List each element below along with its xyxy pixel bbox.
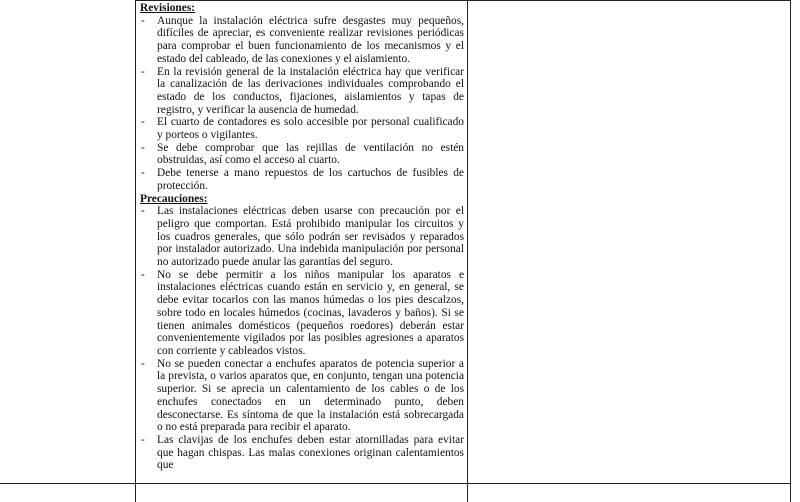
section-precauciones xyxy=(140,193,464,472)
bullet-list xyxy=(140,205,464,472)
right-column xyxy=(468,0,791,502)
list-item-text: No se pueden conectar a enchufes aparatos de potencia superior a la prevista, o varios aparatos que, en conjunto, tengan una potencia superior. Si se aprecia un calentamiento de los cables o de los enchufes conectados en un determinado punto, deben desconectarse. Es síntoma de que la instalación está sobrecargada o no está preparada para recibir el aparato. xyxy=(157,357,464,434)
list-item-text: No se debe permitir a los niños manipular los aparatos e instalaciones eléctricas cuando están en servicio y, en general, se debe evitar tocarlos con las manos húmedas o los pies descalzos, sobre todo en locales húmedos (cocinas, lavaderos y baños). Si se tienen animales domésticos (pequeños roedores) deberán estar convenientemente vigilados por las posibles agresiones a aparatos con corriente y cableados vistos. xyxy=(157,268,464,357)
table-bottom-border xyxy=(0,483,790,484)
list-item-text: Las clavijas de los enchufes deben estar atornilladas para evitar que hagan chispas. Las malas conexiones originan calentamientos que xyxy=(157,433,464,472)
section-heading: Revisiones: xyxy=(140,2,196,14)
list-item-text: En la revisión general de la instalación eléctrica hay que verificar la canalización de las derivaciones individuales comprobando el estado de los conductos, fijaciones, aislamientos y tapas de registro, y verificar la ausencia de humedad. xyxy=(157,65,464,116)
bullet-dash: - xyxy=(141,116,145,129)
list-item-text: Se debe comprobar que las rejillas de ventilación no estén obstruidas, así como el acceso al cuarto. xyxy=(157,141,464,167)
bullet-dash: - xyxy=(141,14,145,27)
list-item xyxy=(140,167,464,192)
list-item xyxy=(140,66,464,117)
list-item-text: El cuarto de contadores es solo accesible por personal cualificado y porteos o vigilantes. xyxy=(157,116,464,142)
list-item xyxy=(140,116,464,141)
bullet-dash: - xyxy=(141,167,145,180)
list-item-text: Aunque la instalación eléctrica sufre desgastes muy pequeños, difíciles de apreciar, es conveniente realizar revisiones periódicas para comprobar el buen funcionamiento de los mecanismos y el estado del cableado, de las conexiones y el aislamiento. xyxy=(157,14,464,65)
list-item xyxy=(140,269,464,358)
bullet-dash: - xyxy=(141,268,145,281)
bullet-dash: - xyxy=(141,65,145,78)
bullet-dash: - xyxy=(141,433,145,446)
left-column xyxy=(0,0,136,502)
content-text xyxy=(140,2,464,472)
bullet-dash: - xyxy=(141,205,145,218)
list-item xyxy=(140,142,464,167)
list-item-text: Debe tenerse a mano repuestos de los cartuchos de fusibles de protección. xyxy=(157,167,464,192)
list-item xyxy=(140,15,464,66)
list-item xyxy=(140,434,464,472)
bullet-dash: - xyxy=(141,141,145,154)
list-item xyxy=(140,205,464,269)
bullet-list xyxy=(140,15,464,193)
section-heading: Precauciones: xyxy=(140,192,208,205)
section-revisiones xyxy=(140,2,464,193)
bullet-dash: - xyxy=(141,357,145,370)
list-item xyxy=(140,358,464,434)
list-item-text: Las instalaciones eléctricas deben usarse con precaución por el peligro que comportan. Está prohibido manipular los circuitos y los cuadros generales, que sólo podrán ser revisados y reparados por instalador autorizado. Una indebida manipulación por personal no autorizado puede anular las garantías del seguro. xyxy=(157,205,464,269)
